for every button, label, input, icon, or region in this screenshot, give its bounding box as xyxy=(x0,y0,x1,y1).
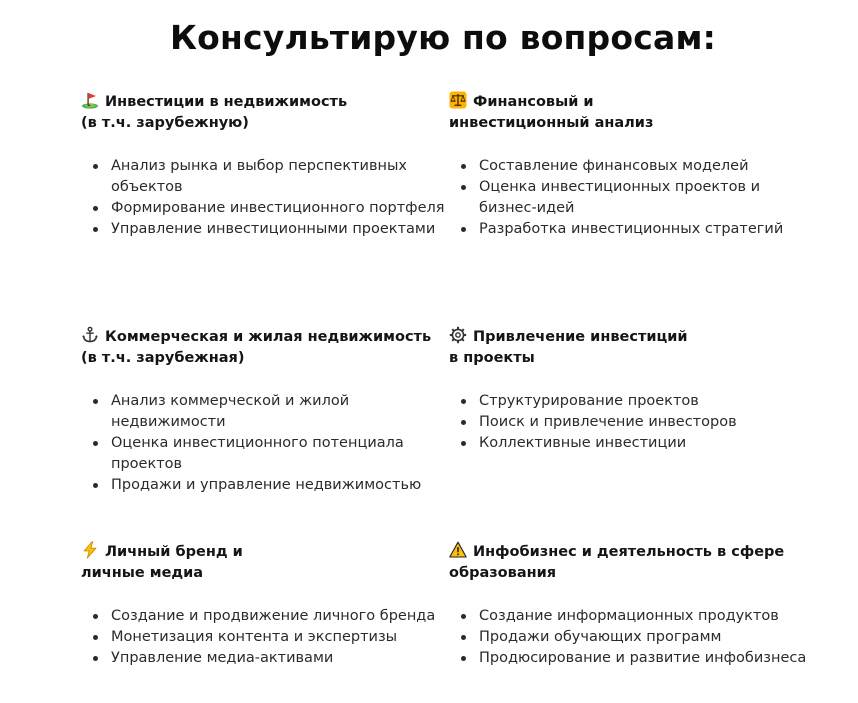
list-item: Разработка инвестиционных стратегий xyxy=(449,219,821,240)
topic-list xyxy=(81,606,453,669)
topic-heading-line2: в проекты xyxy=(449,350,535,366)
topic-heading xyxy=(449,326,821,369)
topic-heading-line1: Привлечение инвестиций xyxy=(473,329,688,345)
topic-heading-line1: Финансовый и xyxy=(473,94,594,110)
topic-heading xyxy=(81,541,453,584)
list-item: Управление инвестиционными проектами xyxy=(81,219,453,240)
topic-list xyxy=(449,391,821,454)
topic-heading-line2: (в т.ч. зарубежная) xyxy=(81,350,245,366)
scales-icon xyxy=(449,91,467,109)
topic-heading xyxy=(449,91,821,134)
list-item: Создание информационных продуктов xyxy=(449,606,821,627)
list-item: Управление медиа-активами xyxy=(81,648,453,669)
list-item: Поиск и привлечение инвесторов xyxy=(449,412,821,433)
list-item: Оценка инвестиционных проектов и бизнес-идей xyxy=(449,177,821,219)
topic-heading-line1: Коммерческая и жилая недвижимость xyxy=(105,329,432,345)
topic-heading-line2: инвестиционный анализ xyxy=(449,115,654,131)
topic-heading-line2: образования xyxy=(449,565,557,581)
list-item: Продажи обучающих программ xyxy=(449,627,821,648)
topic-block-real-estate-investment xyxy=(81,91,453,240)
golf-flag-icon xyxy=(81,91,99,109)
list-item: Создание и продвижение личного бренда xyxy=(81,606,453,627)
gear-icon xyxy=(449,326,467,344)
topic-block-infobusiness-education xyxy=(449,541,821,669)
topic-list xyxy=(81,156,453,240)
list-item: Монетизация контента и экспертизы xyxy=(81,627,453,648)
topic-heading-line1: Инвестиции в недвижимость xyxy=(105,94,348,110)
list-item: Составление финансовых моделей xyxy=(449,156,821,177)
lightning-icon xyxy=(81,541,99,559)
page-title: Консультирую по вопросам: xyxy=(169,18,717,57)
topic-block-investment-attraction xyxy=(449,326,821,454)
topic-block-financial-analysis xyxy=(449,91,821,240)
topic-heading-line2: (в т.ч. зарубежную) xyxy=(81,115,249,131)
topic-heading xyxy=(449,541,821,584)
list-item: Оценка инвестиционного потенциала проектов xyxy=(81,433,453,475)
warning-icon xyxy=(449,541,467,559)
topic-heading-line1: Инфобизнес и деятельность в сфере xyxy=(473,544,785,560)
list-item: Анализ рынка и выбор перспективных объектов xyxy=(81,156,453,198)
topic-block-commercial-real-estate xyxy=(81,326,453,496)
list-item: Формирование инвестиционного портфеля xyxy=(81,198,453,219)
topic-heading xyxy=(81,91,453,134)
topic-heading xyxy=(81,326,453,369)
list-item: Коллективные инвестиции xyxy=(449,433,821,454)
list-item: Анализ коммерческой и жилой недвижимости xyxy=(81,391,453,433)
list-item: Структурирование проектов xyxy=(449,391,821,412)
topic-list xyxy=(81,391,453,496)
topic-heading-line1: Личный бренд и xyxy=(105,544,243,560)
anchor-icon xyxy=(81,326,99,344)
topic-list xyxy=(449,606,821,669)
topic-heading-line2: личные медиа xyxy=(81,565,204,581)
topic-list xyxy=(449,156,821,240)
topic-block-personal-brand xyxy=(81,541,453,669)
list-item: Продюсирование и развитие инфобизнеса xyxy=(449,648,821,669)
list-item: Продажи и управление недвижимостью xyxy=(81,475,453,496)
